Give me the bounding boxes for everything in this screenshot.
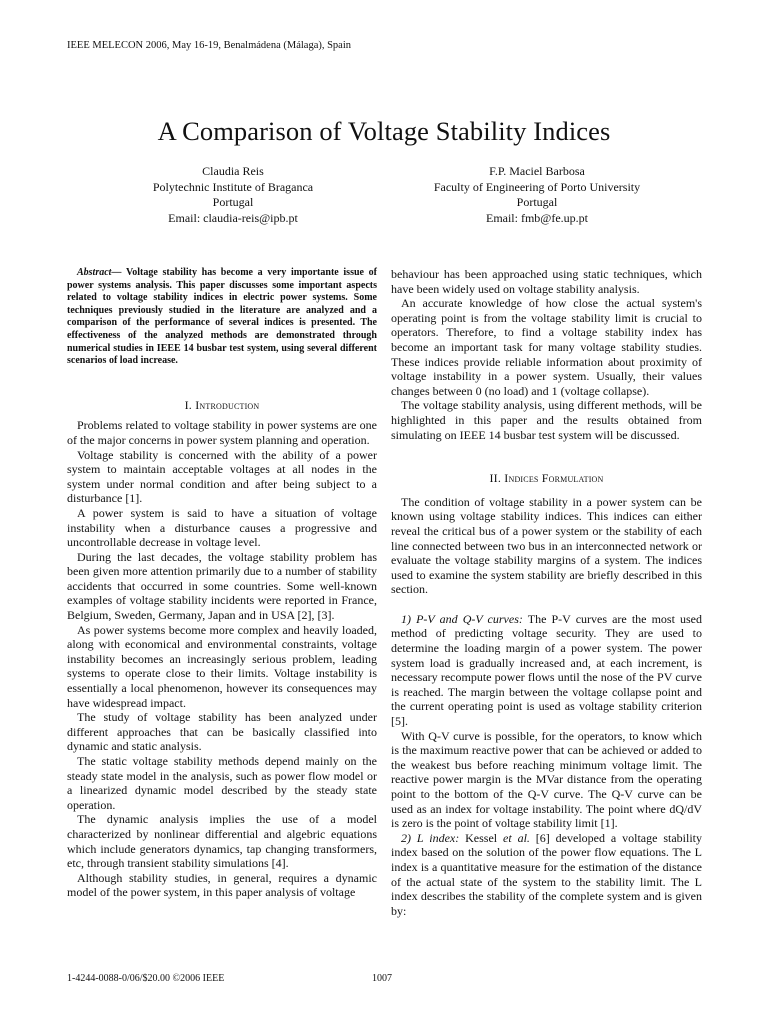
author-email: Email: claudia-reis@ipb.pt [168, 210, 298, 225]
author-country: Portugal [212, 195, 254, 209]
paragraph: The dynamic analysis implies the use of a model characterized by nonlinear differential and algebric equations which include generators dynamics, tap changing transformers, etc, through transient stability simulations [4]. [67, 812, 377, 871]
subsection-text: Kessel [459, 830, 504, 845]
author-affiliation: Polytechnic Institute of Braganca [152, 179, 314, 194]
subsection-text: The P-V curves are the most used method of predicting voltage security. They are used to determine the loading margin of a power system. The power system load is gradually increased and, at each increment, is necessary recompute power flows until the nose of the PV curve is reached. The margin between the voltage collapse point and the current operating point is used as voltage stability criterion [5]. [391, 611, 702, 729]
paragraph: behaviour has been approached using static techniques, which have been widely used on voltage stability analysis. [391, 267, 702, 296]
abstract-text: Voltage stability has become a very importante issue of power systems analysis. This paper discusses some important aspects related to voltage stability indices in electric power systems. Some techniques previously studied in the literature are analyzed and a comparison of the performance of several indices is presented. The effectiveness of the analyzed methods are demonstrated through numerical studies in IEEE 14 busbar test system, using several different scenarios of load increase. [67, 267, 377, 367]
conference-header: IEEE MELECON 2006, May 16-19, Benalmádena (Málaga), Spain [67, 40, 352, 51]
subsection-text: [6] developed a voltage stability index based on the solution of the power flow equations. The L index is a quantitative measure for the estimation of the distance of the actual state of the system to the stability limit. The L index describes the stability of the complete system and is given by: [391, 830, 702, 918]
section-heading-introduction [67, 398, 377, 413]
paragraph: The condition of voltage stability in a power system can be known using voltage stability indices. This indices can either reveal the critical bus of a power system or the stability of each line connected between two bus in an interconnected network or evaluate the voltage stability margins of a system. The indices used to examine the system stability are briefly described in this section. [391, 494, 702, 597]
author-country: Portugal [516, 195, 558, 209]
paragraph: As power systems become more complex and heavily loaded, along with economical and environmental constraints, voltage instability becomes an increasingly serious problem, leading systems to operate close to their limits. Voltage instability is essentially a local phenomenon, however its consequences may have widespread impact. [67, 622, 377, 710]
paragraph: With Q-V curve is possible, for the operators, to know which is the maximum reactive power that can be achieved or added to the weakest bus before reaching minimum voltage limit. The reactive power margin is the MVar distance from the operating point to the bottom of the Q-V curve. The Q-V curve can be used as an index for voltage instability. The point where dQ/dV is zero is the point of voltage stability limit [1]. [391, 728, 702, 831]
abstract [67, 267, 377, 368]
right-column [391, 267, 702, 918]
section-title: Introduction [195, 397, 260, 412]
section-number: II. [489, 471, 502, 486]
subsection-label: 1) P-V and Q-V curves: [401, 611, 523, 626]
paragraph: Voltage stability is concerned with the ability of a power system to maintain acceptable voltages at all nodes in the system under normal condition and after being subject to a disturbance [1]. [67, 447, 377, 506]
et-al: et al. [503, 830, 530, 845]
author-name: F.P. Maciel Barbosa [489, 164, 585, 178]
paragraph: Although stability studies, in general, requires a dynamic model of the power system, in this paper analysis of voltage [67, 870, 377, 900]
paragraph: The study of voltage stability has been analyzed under different approaches that can be basically classified into dynamic and static analysis. [67, 710, 377, 754]
author-name: Claudia Reis [202, 164, 264, 178]
section-title: Indices Formulation [504, 471, 604, 486]
paper-title: A Comparison of Voltage Stability Indices [157, 116, 611, 146]
paragraph: An accurate knowledge of how close the actual system's operating point is from the voltage stability limit is crucial to operators. Therefore, to find a voltage stability index has become an important task for many voltage stability studies. These indices provide reliable information about proximity of voltage instability in a power system. Usually, their values changes between 0 (no load) and 1 (voltage collapse). [391, 296, 702, 398]
footer-copyright: 1-4244-0088-0/06/$20.00 ©2006 IEEE [67, 973, 225, 984]
subsection-pv-qv [391, 612, 702, 729]
section-number: I. [184, 397, 193, 412]
paragraph: The voltage stability analysis, using different methods, will be highlighted in this paper and the results obtained from simulating on IEEE 14 busbar test system will be discussed. [391, 398, 702, 442]
author-affiliation: Faculty of Engineering of Porto University [433, 179, 641, 194]
author-email: Email: fmb@fe.up.pt [485, 210, 589, 225]
page-number: 1007 [372, 973, 392, 984]
section-heading-indices-formulation [391, 471, 702, 486]
author-block-2 [370, 164, 704, 226]
subsection-l-index [391, 831, 702, 919]
left-column [67, 267, 377, 900]
paragraph: Problems related to voltage stability in power systems are one of the major concerns in power system planning and operation. [67, 418, 377, 447]
paragraph: A power system is said to have a situation of voltage instability when a disturbance causes a progressive and uncontrollable decrease in voltage level. [67, 505, 377, 550]
abstract-label: Abstract— [77, 267, 122, 278]
paragraph: The static voltage stability methods depend mainly on the steady state model in the analysis, such as power flow model or a linearized dynamic model described by the steady state operation. [67, 754, 377, 812]
subsection-label: 2) L index: [401, 830, 460, 845]
author-block-1 [100, 164, 366, 226]
paragraph: During the last decades, the voltage stability problem has been given more attention primarily due to a number of stability accidents that occurred in some countries. Some well-known examples of voltage stability incidents were reported in France, Belgium, Sweden, Germany, Japan and in USA [2], [3]. [67, 549, 377, 623]
